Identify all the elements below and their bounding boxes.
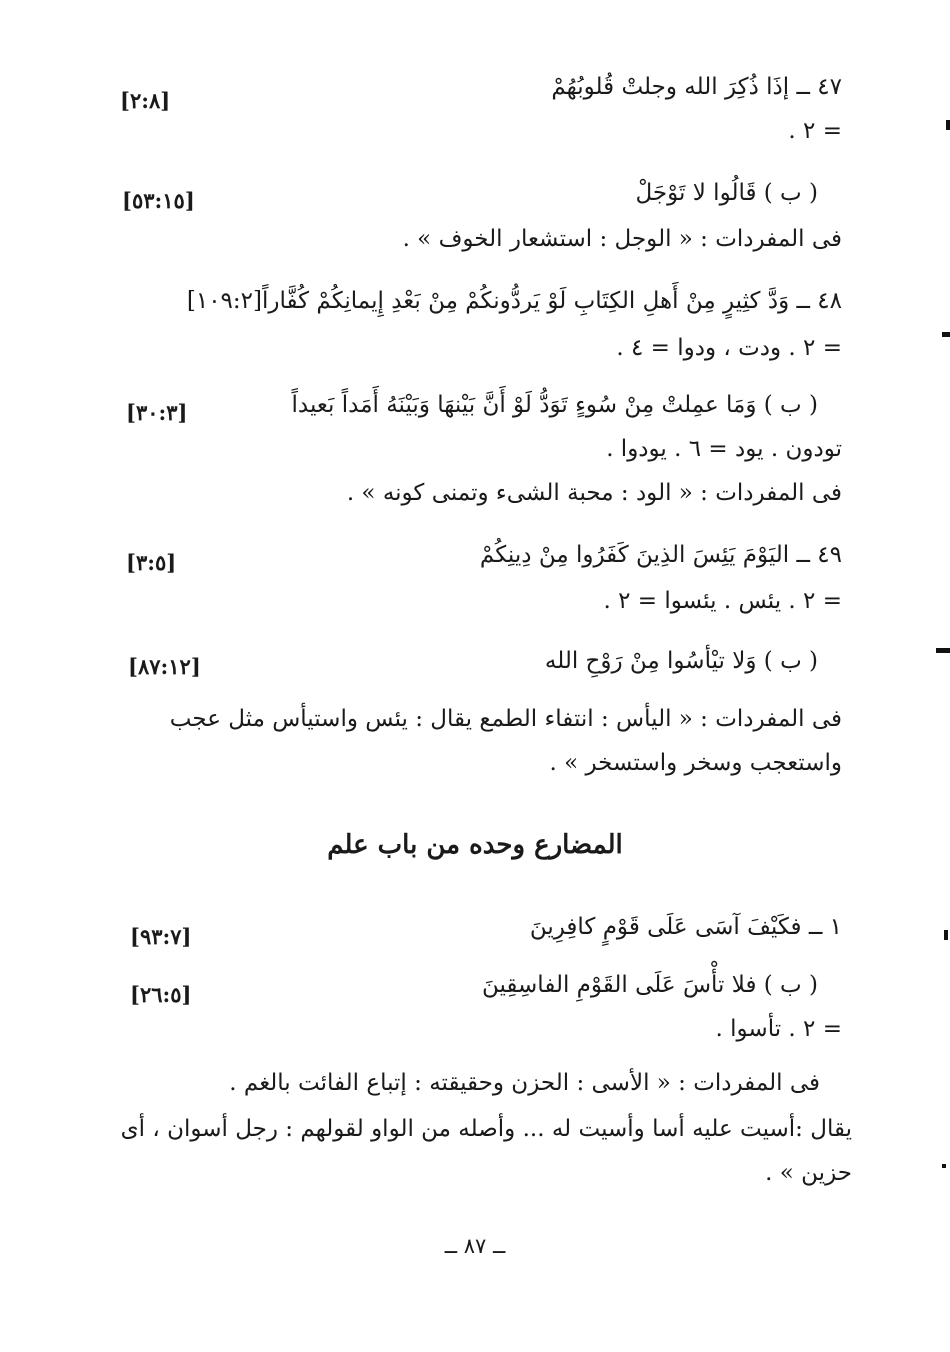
section-mufradat-3: حزين » . <box>765 1160 852 1186</box>
scan-mark <box>942 332 950 337</box>
entry-48b-line: ( ب ) وَمَا عمِلتْ مِنْ سُوءٍ تَوَدُّ لَوْ أَنَّ بَيْنهَا وَبَيْنَهُ أَمَداً بَعيداً <box>291 392 818 418</box>
entry-48b-reference: [٣٠:٣] <box>126 400 188 425</box>
entry-49-mufradat-1: فى المفردات : « اليأس : انتفاء الطمع يقال : يئس واستيأس مثل عجب <box>169 706 842 732</box>
entry-48b-count: تودون . يود = ٦ . يودوا . <box>606 436 842 462</box>
entry-47-mufradat: فى المفردات : « الوجل : استشعار الخوف » . <box>402 226 842 252</box>
entry-49b-reference: [٨٧:١٢] <box>128 654 201 679</box>
entry-49b-line: ( ب ) وَلا تيْأسُوا مِنْ رَوْحِ الله <box>544 648 818 674</box>
entry-47b-reference: [٥٣:١٥] <box>122 188 195 213</box>
entry-47-count: = ٢ . <box>788 118 842 144</box>
section-entry-1-reference: [٩٣:٧] <box>130 924 192 949</box>
entry-49-line: ٤٩ ــ اليَوْمَ يَئِسَ الذِينَ كَفَرُوا مِنْ دِينِكُمْ <box>479 542 842 568</box>
scan-mark <box>946 120 950 130</box>
scan-mark <box>944 930 948 940</box>
entry-47b-line: ( ب ) قَالُوا لا تَوْجَلْ <box>635 180 818 206</box>
entry-49-count: = ٢ . يئس . يئسوا = ٢ . <box>603 588 842 614</box>
section-title: المضارع وحده من باب علم <box>327 830 623 860</box>
entry-47-line: ٤٧ ــ إذَا ذُكِرَ الله وجلتْ قُلوبُهُمْ <box>551 74 842 100</box>
section-entry-1-line: ١ ــ فكَيْفَ آسَى عَلَى قَوْمٍ كافِرِينَ <box>529 914 842 940</box>
section-entry-1b-reference: [٢٦:٥] <box>130 982 192 1007</box>
entry-48-mufradat: فى المفردات : « الود : محبة الشىء وتمنى كونه » . <box>346 480 842 506</box>
scan-mark <box>936 648 950 653</box>
entry-48-line: ٤٨ ــ وَدَّ كثِيرٍ مِنْ أَهلِ الكِتَابِ لَوْ يَردُّونكُمْ مِنْ بَعْدِ إِيمانِكُمْ كُفَّاراً[١٠٩:٢] <box>186 288 842 314</box>
entry-49-mufradat-2: واستعجب وسخر واستسخر » . <box>549 750 842 776</box>
section-entry-1b-line: ( ب ) فلا تأْسَ عَلَى القَوْمِ الفاسِقِينَ <box>481 972 818 998</box>
scan-mark <box>942 1164 946 1168</box>
entry-47-reference: [٢:٨] <box>120 88 171 113</box>
entry-49-reference: [٣:٥] <box>126 550 177 575</box>
section-entry-1-count: = ٢ . تأسوا . <box>715 1016 842 1042</box>
entry-48-count: = ٢ . ودت ، ودوا = ٤ . <box>616 335 842 361</box>
section-mufradat-2: يقال :أسيت عليه أسا وأسيت له ... وأصله من الواو لقولهم : رجل أسوان ، أى <box>120 1116 852 1142</box>
section-mufradat-1: فى المفردات : « الأسى : الحزن وحقيقته : إتباع الفائت بالغم . <box>229 1070 820 1096</box>
page-number: ــ ٨٧ ــ <box>444 1234 506 1258</box>
